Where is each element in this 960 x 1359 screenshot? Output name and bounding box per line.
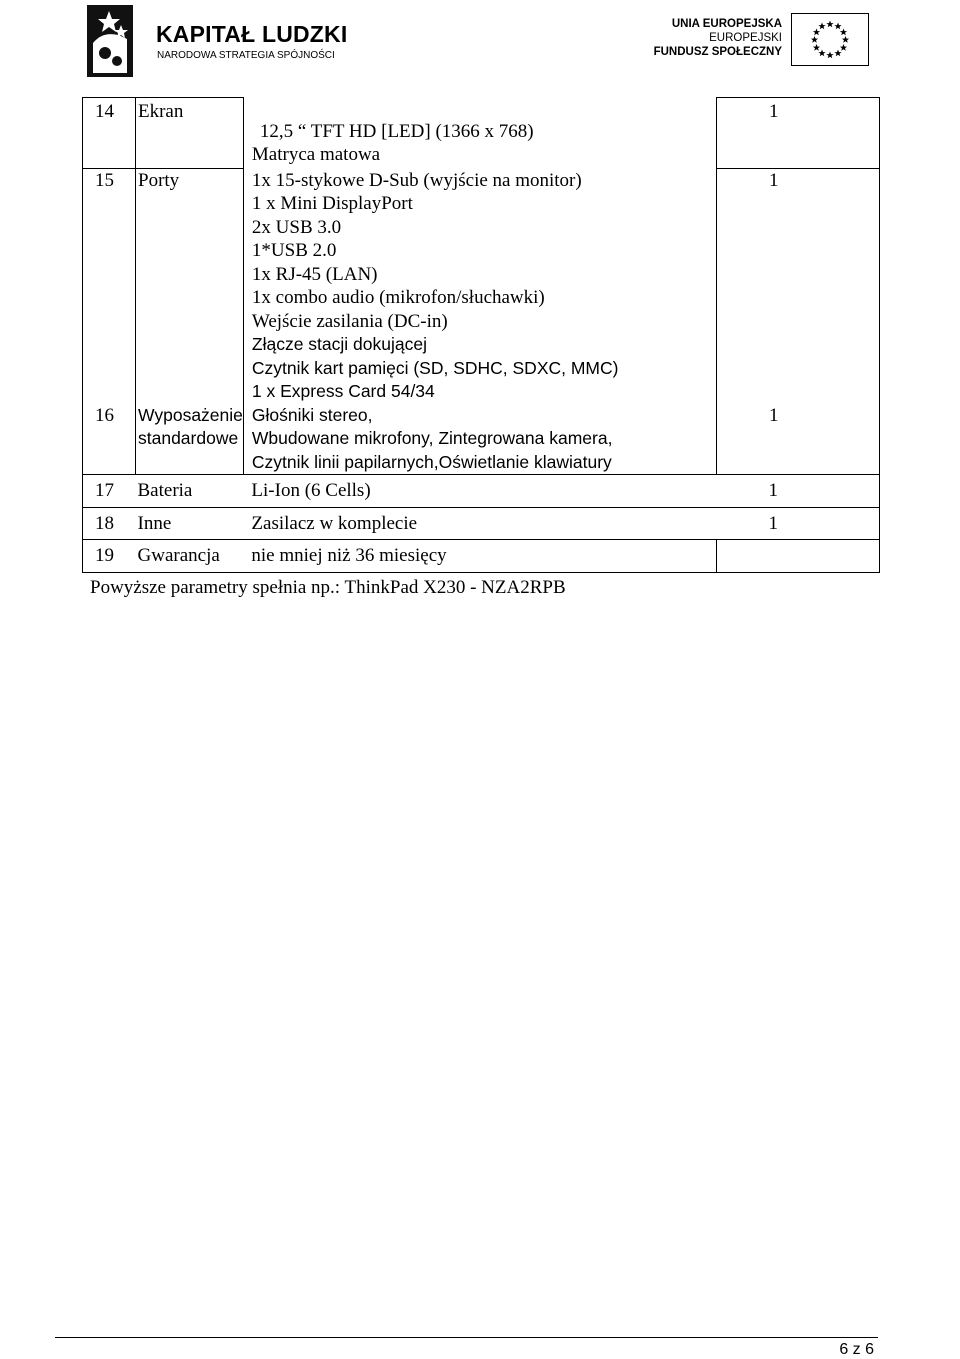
row-quantity: 1 — [717, 475, 880, 508]
kapital-ludzki-title: KAPITAŁ LUDZKI — [156, 21, 348, 47]
table-row — [83, 404, 880, 475]
kapital-ludzki-logo-icon — [83, 3, 135, 79]
row-number: 17 — [83, 475, 136, 508]
row-quantity: 1 — [717, 98, 880, 169]
value-line: 12,5 “ TFT HD [LED] (1366 x 768) — [259, 120, 534, 142]
table-row — [83, 98, 880, 169]
value-line: 2x USB 3.0 — [251, 216, 342, 238]
row-name: Ekran — [136, 98, 244, 169]
row-number: 18 — [83, 507, 136, 540]
row-name — [136, 404, 244, 475]
value-line: 1 x Express Card 54/34 — [251, 381, 435, 401]
row-value: nie mniej niż 36 miesięcy — [243, 540, 716, 573]
row-name-line: standardowe — [138, 428, 239, 448]
eu-text-line2: EUROPEJSKI — [709, 32, 782, 44]
value-line: Wbudowane mikrofony, Zintegrowana kamera, — [251, 428, 613, 448]
row-value: Zasilacz w komplecie — [243, 507, 716, 540]
value-line: Głośniki stereo, — [251, 404, 373, 425]
value-line: 1x 15-stykowe D-Sub (wyjście na monitor) — [251, 169, 582, 191]
kapital-ludzki-subtitle: NARODOWA STRATEGIA SPÓJNOŚCI — [157, 50, 335, 61]
footer-divider — [55, 1337, 878, 1338]
row-name: Bateria — [136, 475, 244, 508]
note-text: Powyższe parametry spełnia np.: ThinkPad X230 - NZA2RPB — [90, 577, 566, 598]
value-line: 1*USB 2.0 — [251, 240, 337, 261]
value-line: Złącze stacji dokującej — [251, 334, 427, 354]
value-line: Matryca matowa — [251, 144, 381, 165]
page-number: 6 z 6 — [839, 1341, 874, 1358]
row-number: 14 — [83, 98, 136, 169]
value-line: 1x combo audio (mikrofon/słuchawki) — [251, 287, 545, 308]
row-quantity: 1 — [717, 404, 880, 475]
value-line: 1x RJ-45 (LAN) — [251, 263, 378, 285]
row-name: Inne — [136, 507, 244, 540]
row-quantity: 1 — [717, 507, 880, 540]
row-number: 19 — [83, 540, 136, 573]
value-line: 1 x Mini DisplayPort — [251, 193, 413, 214]
row-name-line: Wyposażenie — [138, 404, 243, 425]
row-value — [243, 404, 716, 475]
row-number: 16 — [83, 404, 136, 475]
row-name: Porty — [138, 170, 180, 191]
value-line: Czytnik kart pamięci (SD, SDHC, SDXC, MMC) — [251, 357, 619, 378]
row-name: Gwarancja — [136, 540, 244, 573]
eu-text-line3: FUNDUSZ SPOŁECZNY — [653, 46, 782, 58]
value-line: Wejście zasilania (DC-in) — [251, 310, 448, 332]
eu-text-block — [654, 17, 782, 59]
row-value: Li-Ion (6 Cells) — [243, 475, 716, 508]
eu-text-line1: UNIA EUROPEJSKA — [671, 18, 782, 30]
table-row — [83, 475, 880, 508]
table-row — [83, 169, 880, 404]
row-quantity — [717, 540, 880, 573]
value-line: Czytnik linii papilarnych,Oświetlanie klawiatury — [251, 451, 612, 472]
table-row — [83, 507, 880, 540]
row-quantity: 1 — [717, 169, 880, 404]
specification-table — [82, 97, 880, 573]
row-value — [243, 169, 716, 404]
eu-flag-icon — [791, 13, 869, 66]
page-header — [0, 0, 960, 100]
row-value — [243, 98, 716, 169]
table-row — [83, 540, 880, 573]
row-number: 15 — [83, 169, 136, 404]
